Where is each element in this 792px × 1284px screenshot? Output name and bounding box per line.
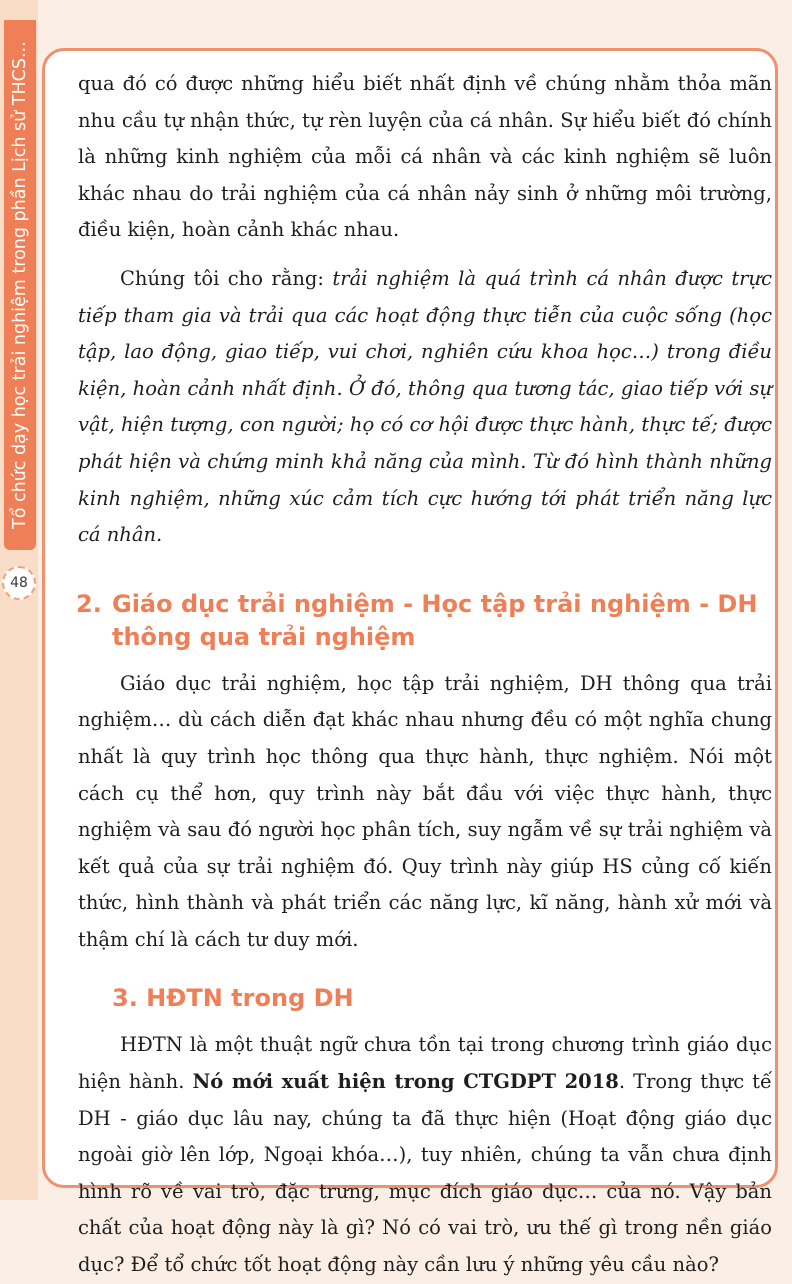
- section-3-body: [78, 1027, 772, 1283]
- section-3-rest: . Trong thực tế DH - giáo dục lâu nay, chúng ta đã thực hiện (Hoạt động giáo dục ngoài giờ lên lớp, Ngoại khóa…), tuy nhiên, chúng ta vẫn chưa định hình rõ về vai trò, đặc trưng, mục đích giáo dục… của nó. Vậy bản chất của hoạt động này là gì? Nó có vai trò, ưu thế gì trong nền giáo dục? Để tổ chức tốt hoạt động này cần lưu ý những yêu cầu nào?: [78, 1070, 772, 1277]
- running-book-title: Tổ chức dạy học trải nghiệm trong phần Lịch sử THCS...: [10, 41, 30, 529]
- side-tab: [0, 0, 38, 1200]
- paragraph-continuation: qua đó có được những hiểu biết nhất định về chúng nhằm thỏa mãn nhu cầu tự nhận thức, tự rèn luyện của cá nhân. Sự hiểu biết đó chính là những kinh nghiệm của mỗi cá nhân và các kinh nghiệm sẽ luôn khác nhau do trải nghiệm của cá nhân nảy sinh ở những môi trường, điều kiện, hoàn cảnh khác nhau.: [78, 72, 772, 242]
- section-3-bold: Nó mới xuất hiện trong CTGDPT 2018: [192, 1070, 619, 1094]
- section-2-body: Giáo dục trải nghiệm, học tập trải nghiệm, DH thông qua trải nghiệm… dù cách diễn đạt khác nhau nhưng đều có một nghĩa chung nhất là quy trình học thông qua thực hành, thực nghiệm. Nói một cách cụ thể hơn, quy trình này bắt đầu với việc thực hành, thực nghiệm và sau đó người học phân tích, suy ngẫm về sự trải nghiệm và kết quả của sự trải nghiệm đó. Quy trình này giúp HS củng cố kiến thức, hình thành và phát triển các năng lực, kĩ năng, hành xử mới và thậm chí là cách tư duy mới.: [78, 671, 772, 951]
- page-number: 48: [2, 566, 36, 600]
- section-3-lead: HĐTN là một thuật ngữ chưa tồn tại trong chương trình giáo dục hiện hành.: [78, 1033, 772, 1094]
- definition-italic: trải nghiệm là quá trình cá nhân được trực tiếp tham gia và trải qua các hoạt động thực tiễn của cuộc sống (học tập, lao động, giao tiếp, vui chơi, nghiên cứu khoa học…) trong điều kiện, hoàn cảnh nhất định. Ở đó, thông qua tương tác, giao tiếp với sự vật, hiện tượng, con người; họ có cơ hội được thực hành, thực tế; được phát hiện và chứng minh khả năng của mình. Từ đó hình thành những kinh nghiệm, những xúc cảm tích cực hướng tới phát triển năng lực cá nhân.: [78, 266, 772, 547]
- section-3-heading: 3. HĐTN trong DH: [112, 984, 354, 1013]
- definition-lead: Chúng tôi cho rằng:: [120, 266, 333, 290]
- section-2-heading: [78, 588, 772, 654]
- section-2-number: 2.: [76, 589, 102, 618]
- paragraph-definition: [78, 261, 772, 554]
- page-content: [78, 66, 772, 1284]
- section-2-title: Giáo dục trải nghiệm - Học tập trải nghiệm - DH thông qua trải nghiệm: [112, 589, 758, 651]
